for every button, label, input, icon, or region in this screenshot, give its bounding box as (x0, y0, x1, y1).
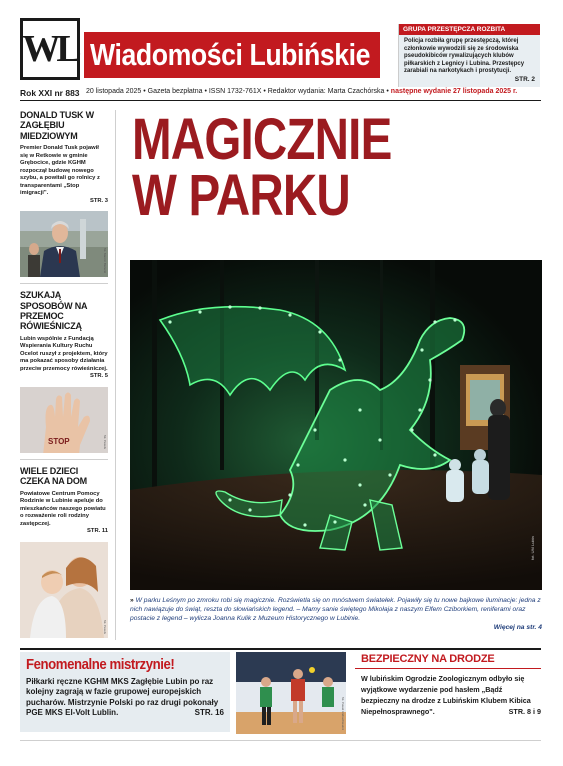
bottom-body: W lubińskim Ogrodzie Zoologicznym odbyło się wyjątkowe wydarzenie pod hasłem „Bądź bezpieczny na drodze z Lubińskim Klubem Kibica Niepełnosprawnego". (361, 674, 531, 717)
teaser-page: STR. 2 (514, 75, 535, 83)
arrows-icon: » (130, 597, 134, 604)
photo-credit: fot. Pexels (103, 434, 107, 449)
story-body: Premier Donald Tusk pojawił się w Retkowie w gminie Grębocice, gdzie KGHM rozpoczął budowę nowego szybu, a powitali go rolnicy z transparentami „Stop imigracji". (20, 145, 100, 197)
sidebar-divider (20, 459, 108, 460)
dragon-photo-svg (130, 260, 542, 590)
story-body: Lubin wspólnie z Fundacją Wspierania Kultury Ruchu Ocelot ruszył z projektem, który ma pokazać sposoby działania przeciw przemocy rówieśniczej. (20, 335, 108, 372)
story-body: Powiatowe Centrum Pomocy Rodzinie w Lubinie apeluje do mieszkańców naszego powiatu o rozważenie roli rodziny zastępczej. (20, 490, 106, 527)
newspaper-title-bar (84, 32, 380, 78)
sidebar-story-violence[interactable] (20, 290, 108, 453)
stop-text: STOP (48, 436, 70, 446)
masthead-divider (20, 100, 541, 101)
next-issue: następne wydanie 27 listopada 2025 r. (390, 88, 518, 95)
headline-line-2: W PARKU (132, 162, 350, 228)
issue-price: Gazeta bezpłatna (147, 88, 203, 95)
bottom-story-handball[interactable] (20, 652, 230, 732)
photo-credit: fot. Pexels (103, 619, 107, 634)
handball-photo-svg (236, 652, 346, 734)
teaser-text: Policja rozbiła grupę przestępczą, której członkowie wywodzili się ze środowiska pseudokibiców rywalizujących klubów piłkarskich z Legnicy i Lubina. Przestępcy zarabiali na narkotykach i prostytucji. (404, 38, 525, 74)
story-page: STR. 11 (87, 528, 108, 535)
bottom-text (355, 673, 541, 718)
tusk-photo (20, 211, 108, 277)
teaser-heading: GRUPA PRZESTĘPCZA ROZBITA (399, 24, 540, 35)
dragon-photo[interactable] (130, 260, 542, 590)
teaser-body (399, 35, 540, 87)
issue-issn: ISSN 1732-761X (208, 88, 262, 95)
sidebar-story-foster[interactable] (20, 466, 108, 638)
logo-text: WL (22, 28, 78, 70)
family-photo-svg (20, 542, 108, 638)
bottom-heading: Fenomenalne mistrzynie! (26, 656, 175, 673)
bottom-heading: BEZPIECZNY NA DRODZE (355, 650, 541, 669)
story-title: DONALD TUSK W ZAGŁĘBIU MIEDZIOWYM (20, 110, 94, 141)
bottom-story-road-safety[interactable] (355, 650, 541, 718)
story-page: STR. 5 (89, 373, 108, 380)
sidebar (20, 110, 108, 638)
photo-credit: fot. Paweł Andrachiewicz (341, 696, 345, 730)
teaser-box[interactable] (398, 24, 540, 87)
story-title: WIELE DZIECI CZEKA NA DOM (20, 465, 87, 487)
sidebar-story-tusk[interactable] (20, 110, 108, 277)
headline-line-1: MAGICZNIE (132, 107, 392, 172)
story-text (20, 145, 108, 205)
main-story-caption (130, 596, 542, 632)
issue-number: Rok XXI nr 883 (20, 88, 80, 98)
masthead (20, 18, 390, 88)
bottom-body: Piłkarki ręczne KGHM MKS Zagłębie Lubin po raz kolejny zagrają w fazie grupowej europejskich pucharów. Mistrzynie Polski po raz drugi pokonały PGE MKS El-Volt Lublin. (26, 677, 219, 718)
bottom-page: STR. 8 i 9 (508, 707, 541, 717)
story-title: SZUKAJĄ SPOSOBÓW NA PRZEMOC RÓWIEŚNICZĄ (20, 290, 87, 332)
issue-info-line: 20 listopada 2025 • Gazeta bezpłatna • ISSN 1732-761X • Redaktor wydania: Marta Czachórska • następne wydanie 27 listopada 2025 r. (86, 88, 518, 95)
tusk-photo-svg (20, 211, 108, 277)
bottom-text (26, 677, 224, 719)
newspaper-title: Wiadomości Lubińskie (90, 37, 371, 72)
story-text (20, 491, 108, 536)
read-more-link[interactable]: Więcej na str. 4 (493, 624, 542, 632)
sidebar-divider (20, 283, 108, 284)
caption-text: W parku Leśnym po zmroku robi się magicznie. Rozświetla się on mnóstwem światełek. Pojawiły się tu nowe bajkowe iluminacje: jedna z nich nawiązuje do świąt, reszta do słowiańskich legend. (130, 597, 541, 614)
main-headline[interactable] (132, 107, 460, 228)
issue-editor: Redaktor wydania: Marta Czachórska (267, 88, 385, 95)
story-page: STR. 3 (89, 197, 108, 204)
logo[interactable] (20, 18, 80, 80)
bottom-page: STR. 16 (194, 708, 224, 718)
photo-credit: fot. Marcin Bielecki (103, 248, 107, 274)
photo-credit: fot. UM Lubin (530, 536, 535, 560)
column-divider (115, 110, 116, 640)
stop-hand-photo (20, 387, 108, 453)
issue-date: 20 listopada 2025 (86, 88, 142, 95)
caption-quote: – Mamy sanie świętego Mikołaja z naszym Elfem Cziborkiem, reniferami oraz postacie z legend – wylicza Joanna Kulik z Muzeum Historycznego w Lubinie. (130, 606, 526, 623)
handball-photo (236, 652, 346, 734)
story-text (20, 336, 108, 381)
family-photo (20, 542, 108, 638)
page-bottom-rule (20, 740, 541, 741)
